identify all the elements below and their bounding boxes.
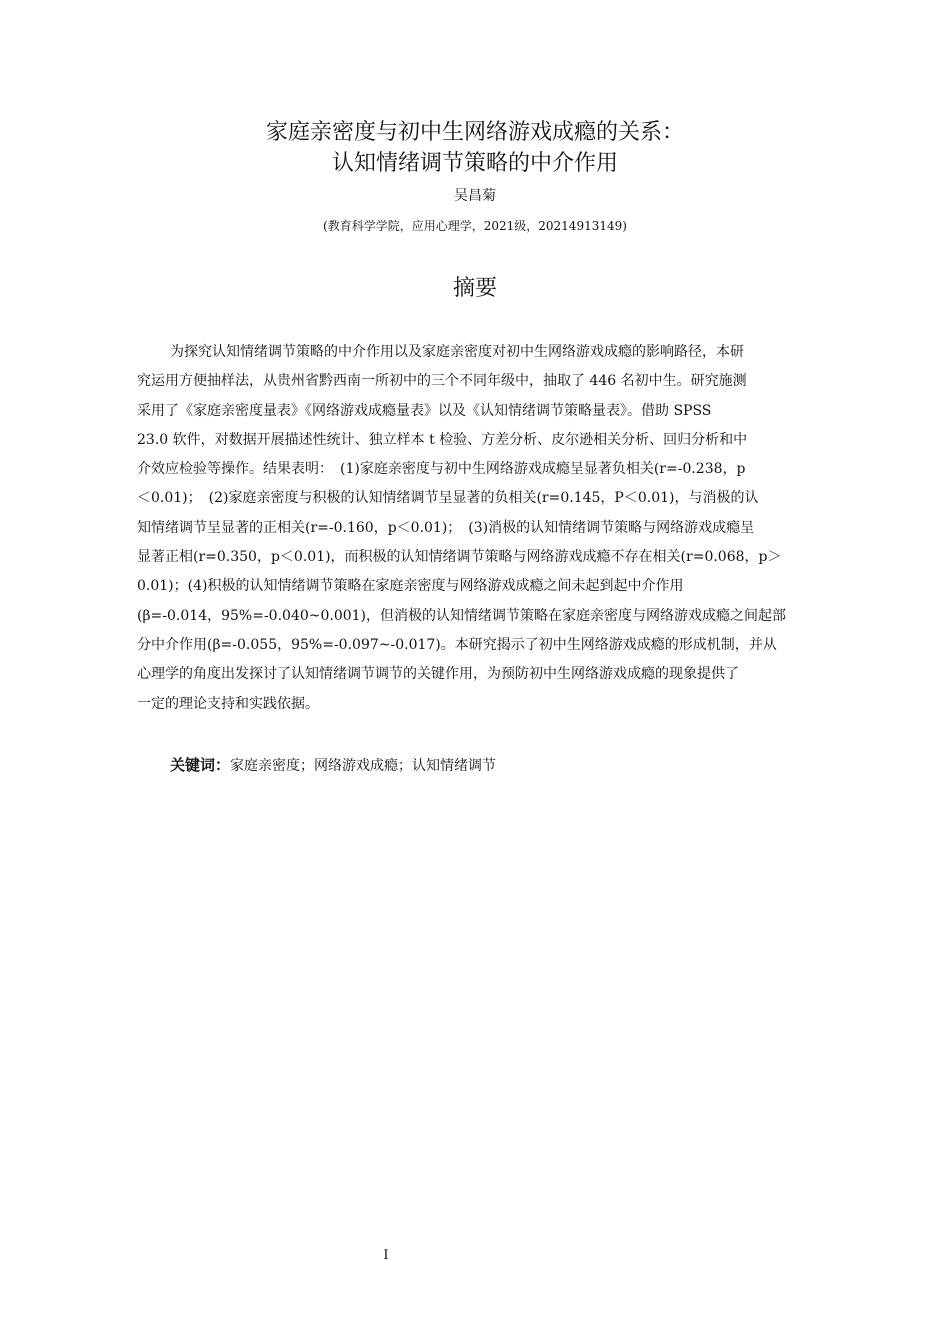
abstract-line: (β=-0.014，95%=-0.040~0.001)，但消极的认知情绪调节策略在家庭亲密度与网络游戏成瘾之间起部 [137,607,787,624]
paper-title-line-1: 家庭亲密度与初中生网络游戏成瘾的关系： [265,120,684,145]
abstract-line: 采用了《家庭亲密度量表》《网络游戏成瘾量表》以及《认知情绪调节策略量表》。借助 SPSS [137,402,712,419]
abstract-heading: 摘要 [452,276,497,301]
abstract-line: 显著正相(r=0.350，p＜0.01)，而积极的认知情绪调节策略与网络游戏成瘾不存在相关(r=0.068，p＞ [137,549,782,566]
abstract-line: 知情绪调节呈显著的正相关(r=-0.160，p＜0.01)； (3)消极的认知情绪调节策略与网络游戏成瘾呈 [137,519,755,536]
author-name: 吴昌菊 [454,188,496,204]
keywords-text: 家庭亲密度；网络游戏成瘾；认知情绪调节 [230,758,497,774]
abstract-line: 心理学的角度出发探讨了认知情绪调节调节的关键作用，为预防初中生网络游戏成瘾的现象提供了 [137,666,739,683]
abstract-line: 一定的理论支持和实践依据。 [137,695,319,712]
abstract-line: 23.0 软件，对数据开展描述性统计、独立样本 t 检验、方差分析、皮尔逊相关分析、回归分析和中 [137,431,748,448]
keywords-label: 关键词： [170,756,231,774]
author-affiliation: (教育科学学院，应用心理学，2021级，20214913149) [323,219,627,233]
abstract-body [137,338,859,719]
abstract-line: ＜0.01)； (2)家庭亲密度与积极的认知情绪调节呈显著的负相关(r=0.145，P＜0.01)，与消极的认 [137,490,759,507]
page-number: I [383,1248,389,1263]
paper-title-line-2: 认知情绪调节策略的中介作用 [331,151,618,176]
abstract-line: 究运用方便抽样法，从贵州省黔西南一所初中的三个不同年级中，抽取了 446 名初中生。研究施测 [137,373,747,390]
abstract-line: 介效应检验等操作。结果表明： (1)家庭亲密度与初中生网络游戏成瘾呈显著负相关(r=-0.238，p [137,461,746,478]
abstract-line: 分中介作用(β=-0.055，95%=-0.097~-0.017)。本研究揭示了初中生网络游戏成瘾的形成机制，并从 [137,636,777,653]
abstract-line: 为探究认知情绪调节策略的中介作用以及家庭亲密度对初中生网络游戏成瘾的影响路径，本研 [170,344,744,360]
abstract-line: 0.01)；(4)积极的认知情绪调节策略在家庭亲密度与网络游戏成瘾之间未起到起中介作用 [137,578,684,595]
keywords [170,752,496,779]
